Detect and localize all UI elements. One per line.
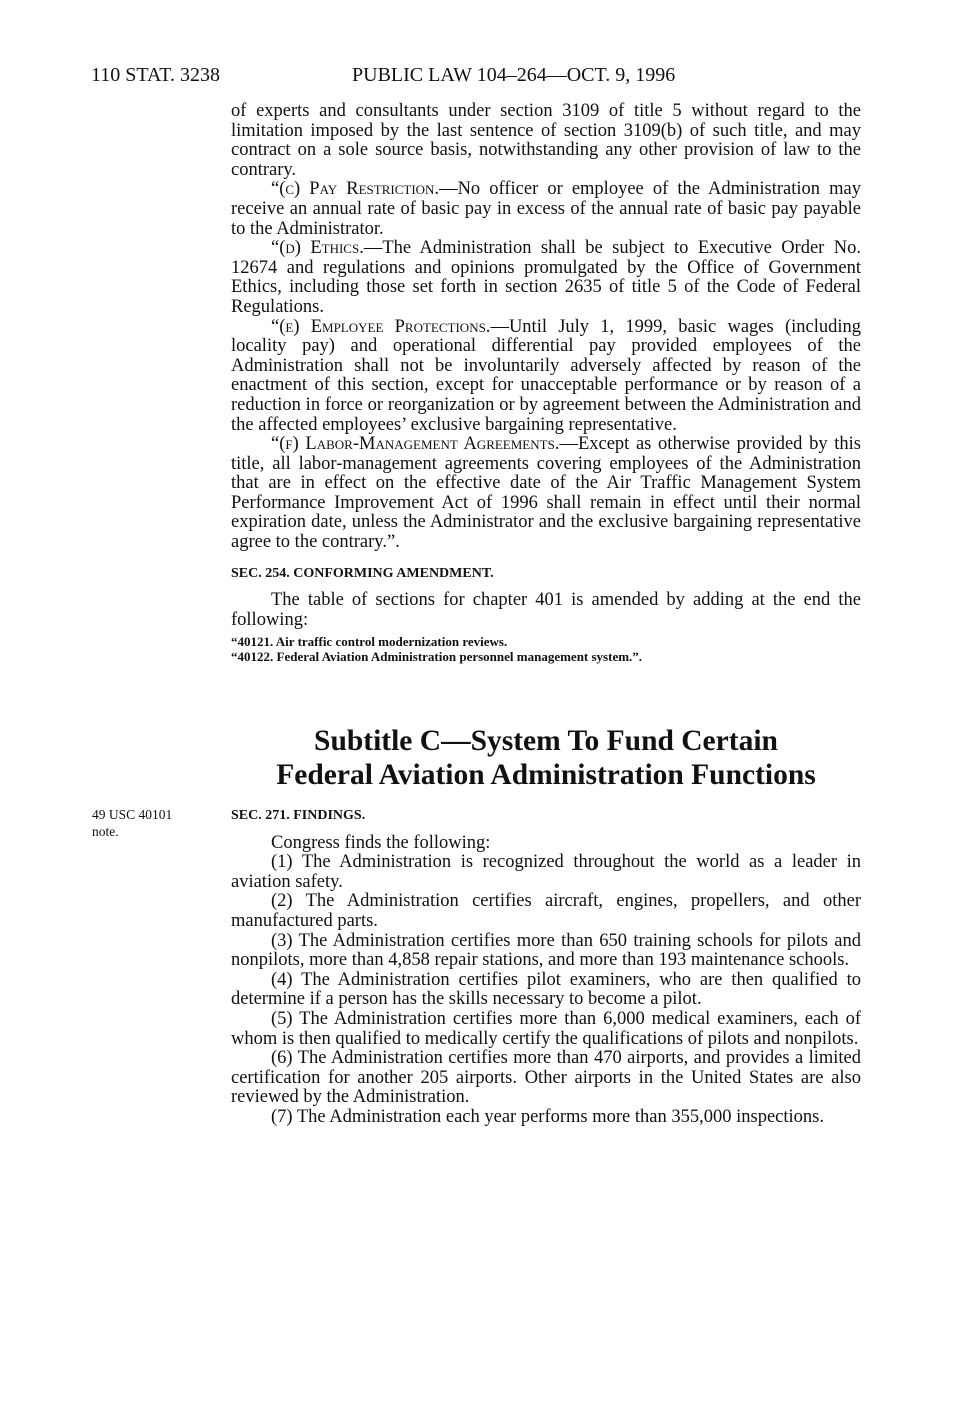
finding-item: (1) The Administration is recognized throughout the world as a leader in aviation safety. bbox=[231, 852, 861, 892]
finding-item: (6) The Administration certifies more than 470 airports, and provides a limited certification for another 205 airports. Other airports in the United States are also reviewed by the Administration. bbox=[231, 1048, 861, 1108]
subtitle-heading bbox=[231, 724, 861, 792]
finding-item: (7) The Administration each year performs more than 355,000 inspections. bbox=[271, 1106, 824, 1127]
section-271-heading: SEC. 271. FINDINGS. bbox=[231, 808, 366, 823]
paragraph-continuation: of experts and consultants under section 3109 of title 5 without regard to the limitation imposed by the last sentence of section 3109(b) of such title, and may contract on a sole source basis, notwithstanding any other provision of law to the contrary. bbox=[231, 101, 861, 180]
subsection-e-heading: “(e) Employee Protections. bbox=[271, 316, 491, 337]
finding-item: (2) The Administration certifies aircraft, engines, propellers, and other manufactured parts. bbox=[231, 891, 861, 931]
subsection-c bbox=[231, 180, 861, 239]
subsection-d-text: —The Administration shall be subject to Executive Order No. 12674 and regulations and opinions promulgated by the Office of Government Ethics, including those set forth in section 2635 of title 5 of the Code of Federal Regulations. bbox=[231, 238, 861, 317]
table-of-sections-addition bbox=[231, 634, 861, 664]
subsection-e bbox=[231, 318, 861, 436]
subsection-f bbox=[231, 435, 861, 553]
subsection-d-heading: “(d) Ethics. bbox=[271, 238, 364, 259]
subsection-f-heading: “(f) Labor-Management Agreements. bbox=[271, 434, 560, 455]
body-text-upper bbox=[231, 102, 861, 664]
stat-reference: 110 STAT. 3238 bbox=[91, 64, 220, 86]
toc-entry-40121: “40121. Air traffic control modernization reviews. bbox=[231, 634, 508, 650]
margin-note bbox=[92, 806, 172, 840]
subsection-c-heading: “(c) Pay Restriction. bbox=[271, 179, 440, 200]
margin-note-label: note. bbox=[92, 824, 119, 839]
section-254-text: The table of sections for chapter 401 is amended by adding at the end the following: bbox=[231, 590, 861, 630]
section-254-heading: SEC. 254. CONFORMING AMENDMENT. bbox=[231, 565, 494, 581]
finding-item: (3) The Administration certifies more than 650 training schools for pilots and nonpilots, more than 4,858 repair stations, and more than 193 maintenance schools. bbox=[231, 930, 861, 971]
subtitle-line-2: Federal Aviation Administration Functions bbox=[276, 759, 816, 791]
findings-list bbox=[231, 853, 861, 1127]
subsection-c-text: —No officer or employee of the Administration may receive an annual rate of basic pay in excess of the annual rate of basic pay payable to the Administrator. bbox=[231, 179, 861, 239]
section-271-intro: Congress finds the following: bbox=[271, 832, 491, 853]
subtitle-line-1: Subtitle C—System To Fund Certain bbox=[314, 725, 778, 757]
public-law-heading: PUBLIC LAW 104–264—OCT. 9, 1996 bbox=[352, 64, 676, 86]
finding-item: (5) The Administration certifies more than 6,000 medical examiners, each of whom is then qualified to medically certify the qualifications of pilots and nonpilots. bbox=[231, 1008, 861, 1049]
toc-entry-40122: “40122. Federal Aviation Administration personnel management system.”. bbox=[231, 649, 643, 665]
subsection-d bbox=[231, 239, 861, 317]
body-text-lower bbox=[231, 806, 861, 1128]
subsection-e-text: —Until July 1, 1999, basic wages (including locality pay) and operational differential pay provided employees of the Administration shall not be involuntarily adversely affected by reason of the enactment of this section, except for unacceptable performance or by reason of a reduction in force or reorganization or by agreement between the Administration and the affected employees’ exclusive bargaining representative. bbox=[231, 316, 861, 435]
subsection-f-text: —Except as otherwise provided by this title, all labor-management agreements covering employees of the Administration that are in effect on the effective date of the Air Traffic Management System Performance Improvement Act of 1996 shall remain in effect until their normal expiration date, unless the Administrator and the exclusive bargaining representative agree to the contrary.”. bbox=[231, 434, 861, 553]
finding-item: (4) The Administration certifies pilot examiners, who are then qualified to determine if a person has the skills necessary to become a pilot. bbox=[231, 969, 861, 1010]
margin-note-citation: 49 USC 40101 bbox=[92, 807, 173, 822]
